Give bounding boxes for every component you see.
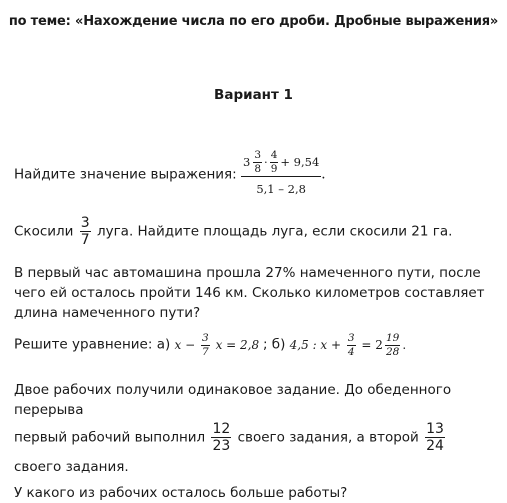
task-2-fraction — [80, 216, 91, 247]
task-5-line-2 — [14, 422, 497, 481]
task-5 — [14, 380, 497, 503]
task-1-expression-numerator — [241, 150, 321, 177]
task-3: В первый час автомашина прошла 27% намеченного пути, после чего ей осталось пройти 146 км. Сколько километров составляет длина намеченного пути? — [14, 265, 485, 321]
task-4 — [14, 333, 497, 357]
equation-b-mixed-numerator: 19 — [385, 332, 400, 344]
equation-b-equals: = 2 — [361, 337, 383, 352]
task-2 — [14, 216, 497, 247]
mixed-fraction — [253, 150, 262, 174]
equation-b-start: 4,5 : x + — [289, 337, 342, 352]
task-1-end: . — [321, 166, 326, 183]
task-1 — [14, 150, 497, 199]
mixed-fraction-numerator: 3 — [254, 149, 262, 161]
task-2-after: луга. Найдите площадь луга, если скосили 21 га. — [96, 223, 453, 240]
equation-a-fraction — [201, 333, 210, 357]
equation-a — [174, 332, 263, 358]
task-2-fraction-denominator: 7 — [80, 232, 90, 248]
mixed-whole: 3 — [243, 155, 251, 169]
task-5-fraction-1-numerator: 12 — [212, 421, 231, 437]
equation-b-fraction-numerator: 3 — [347, 332, 355, 344]
mixed-fraction-denominator: 8 — [254, 162, 262, 175]
plus-term: + 9,54 — [280, 155, 320, 169]
equation-b-fraction — [347, 333, 356, 357]
second-fraction — [270, 150, 279, 174]
task-5-fraction-1 — [211, 422, 231, 453]
task-5-fraction-2-denominator: 24 — [426, 438, 444, 454]
task-5-fraction-1-denominator: 23 — [212, 438, 231, 454]
equation-b-mixed-fraction — [385, 333, 400, 357]
task-2-fraction-numerator: 3 — [80, 215, 90, 231]
task-1-expression-denominator: 5,1 – 2,8 — [256, 182, 306, 196]
task-5-line-1: Двое рабочих получили одинаковое задание. До обеденного перерыва — [14, 382, 452, 418]
equation-a-minus: − — [185, 337, 196, 352]
task-5-fraction-2-numerator: 13 — [426, 421, 444, 437]
equation-b-end: . — [402, 337, 407, 352]
task-5-fraction-2 — [425, 422, 445, 453]
task-4-text: Решите уравнение: а) — [14, 336, 171, 353]
equation-a-rest: x = 2,8 — [215, 337, 260, 352]
equation-b-mixed-denominator: 28 — [385, 345, 400, 358]
task-4-separator: ; б) — [262, 336, 286, 353]
task-2-before: Скосили — [14, 223, 74, 240]
task-5-part-3: своего задания. — [14, 459, 129, 475]
task-1-expression — [241, 150, 321, 199]
second-fraction-denominator: 9 — [270, 162, 278, 175]
multiply-dot: · — [264, 155, 268, 169]
equation-b — [289, 332, 407, 358]
variant-title: Вариант 1 — [214, 87, 293, 103]
task-1-text: Найдите значение выражения: — [14, 166, 237, 183]
task-5-part-2: своего задания, а второй — [237, 429, 419, 446]
equation-a-fraction-denominator: 7 — [202, 345, 209, 358]
task-5-line-3: У какого из рабочих осталось больше работы? — [14, 485, 348, 501]
equation-a-x: x — [174, 337, 182, 352]
task-5-part-1: первый рабочий выполнил — [14, 429, 206, 446]
worksheet-topic: по теме: «Нахождение числа по его дроби. Дробные выражения» — [8, 14, 499, 29]
equation-a-fraction-numerator: 3 — [202, 332, 209, 344]
second-fraction-numerator: 4 — [270, 149, 278, 161]
equation-b-fraction-denominator: 4 — [347, 345, 355, 358]
